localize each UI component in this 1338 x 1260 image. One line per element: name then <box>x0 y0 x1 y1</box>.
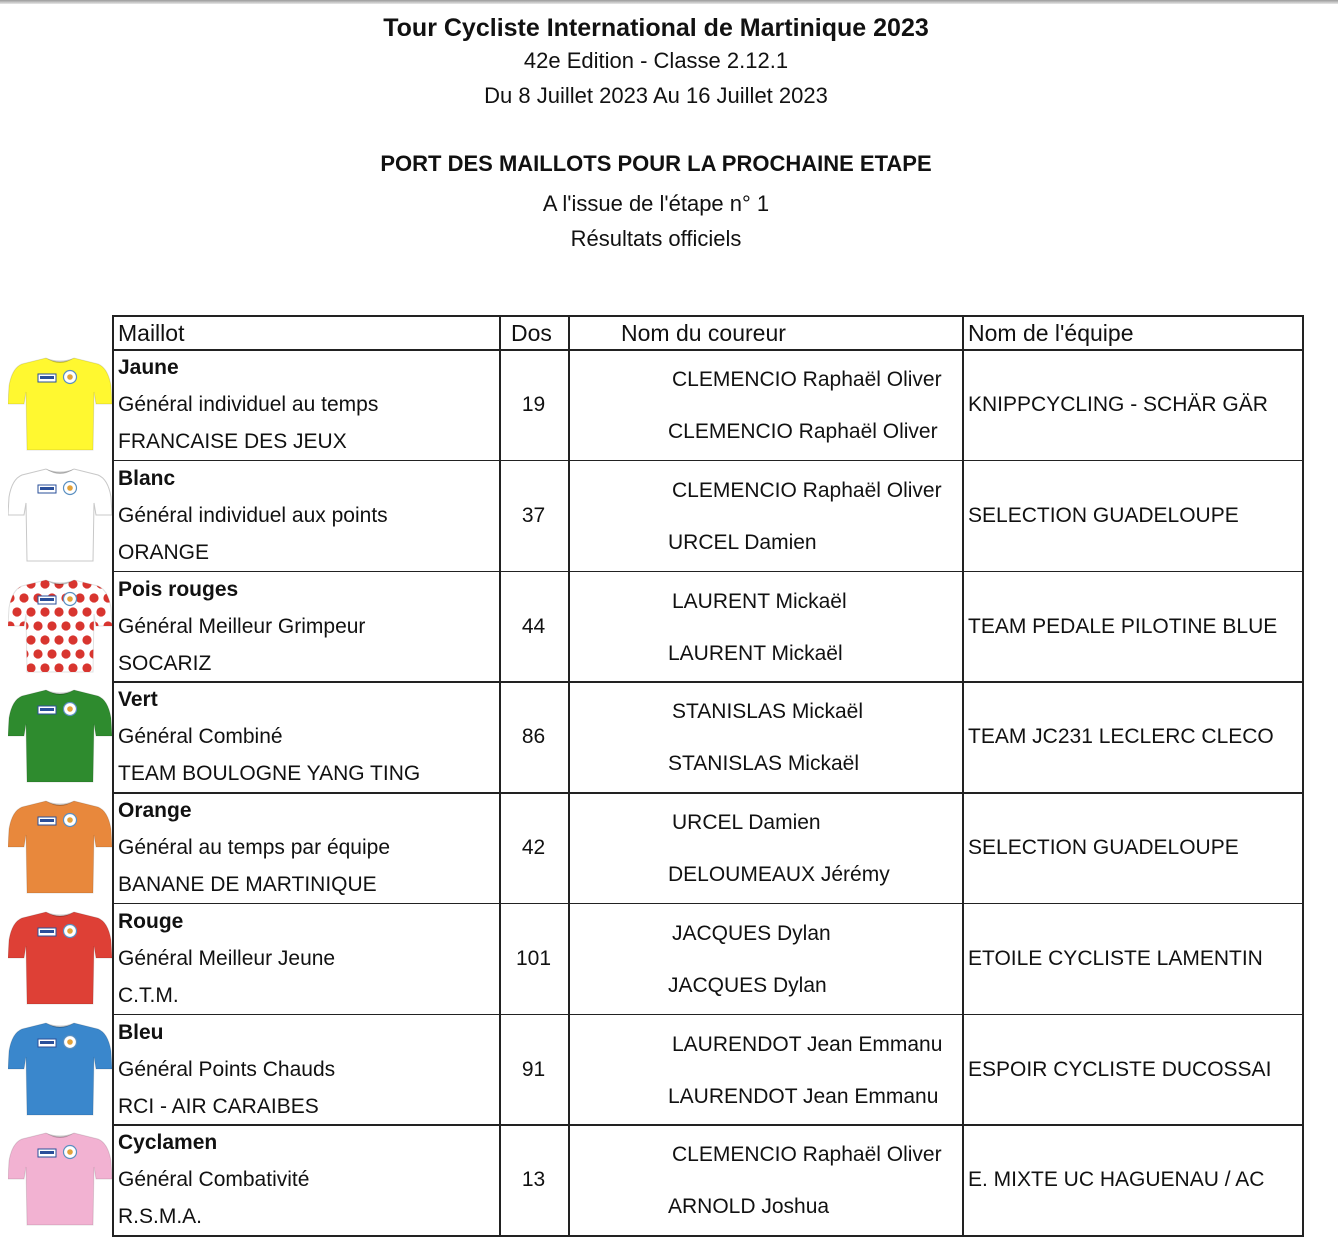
dos-number: 91 <box>521 1057 546 1081</box>
sponsor-label: RCI - AIR CARAIBES <box>118 1094 319 1118</box>
row-rule <box>112 1124 1304 1126</box>
classification-label: Général Combativité <box>118 1168 310 1192</box>
team-name: ESPOIR CYCLISTE DUCOSSAI <box>968 1057 1272 1081</box>
table-top-rule <box>112 315 1304 317</box>
jersey-name: Rouge <box>118 909 184 933</box>
team-name: SELECTION GUADELOUPE <box>968 503 1239 527</box>
jersey-icon <box>8 463 112 563</box>
sponsor-label: R.S.M.A. <box>118 1205 203 1229</box>
sponsor-label: BANANE DE MARTINIQUE <box>118 873 377 896</box>
jersey-name: Bleu <box>118 1020 164 1044</box>
classification-label: Général individuel au temps <box>118 393 379 416</box>
header-nom-coureur: Nom du coureur <box>621 320 786 346</box>
sponsor-label: ORANGE <box>118 540 210 564</box>
jersey-icon <box>8 1017 112 1117</box>
column-rule <box>112 315 114 1235</box>
rider-name-primary: STANISLAS Mickaël <box>672 700 863 724</box>
dates-line: Du 8 Juillet 2023 Au 16 Juillet 2023 <box>484 83 828 108</box>
section-heading: PORT DES MAILLOTS POUR LA PROCHAINE ETAPE <box>380 151 932 176</box>
jersey-name: Cyclamen <box>118 1131 218 1155</box>
classification-label: Général Meilleur Grimpeur <box>118 614 366 638</box>
dos-number: 13 <box>521 1168 546 1192</box>
team-name: E. MIXTE UC HAGUENAU / AC <box>968 1168 1265 1192</box>
classification-label: Général Combiné <box>118 725 283 749</box>
team-name: TEAM PEDALE PILOTINE BLUE <box>968 614 1278 638</box>
dos-number: 101 <box>515 946 552 970</box>
jersey-icon <box>8 352 112 452</box>
rider-name-primary: CLEMENCIO Raphaël Oliver <box>672 368 942 391</box>
results-status: Résultats officiels <box>570 226 742 251</box>
classification-label: Général au temps par équipe <box>118 836 391 859</box>
rider-name-secondary: CLEMENCIO Raphaël Oliver <box>668 420 938 443</box>
dos-number: 37 <box>521 503 546 527</box>
dos-number: 44 <box>521 614 546 638</box>
row-rule <box>112 349 1304 351</box>
rider-name-primary: URCEL Damien <box>672 811 821 834</box>
rider-name-primary: LAURENDOT Jean Emmanu <box>672 1032 943 1056</box>
row-rule <box>112 681 1304 683</box>
column-rule <box>962 315 964 1235</box>
jersey-icon <box>8 684 112 784</box>
jersey-icon <box>8 906 112 1006</box>
rider-name-secondary: LAURENDOT Jean Emmanu <box>668 1084 939 1108</box>
sponsor-label: C.T.M. <box>118 983 179 1007</box>
window-top-edge <box>0 0 1338 4</box>
classification-label: Général individuel aux points <box>118 503 388 527</box>
header-dos: Dos <box>511 320 552 346</box>
jersey-name: Vert <box>118 688 158 712</box>
rider-name-primary: LAURENT Mickaël <box>672 589 847 613</box>
column-rule <box>1302 315 1304 1235</box>
jersey-name: Orange <box>118 799 192 822</box>
rider-name-secondary: JACQUES Dylan <box>668 973 827 997</box>
jersey-icon <box>8 1127 112 1227</box>
sponsor-label: SOCARIZ <box>118 651 212 675</box>
stage-info: A l'issue de l'étape n° 1 <box>542 191 770 216</box>
dos-number: 86 <box>521 725 546 749</box>
dos-number: 19 <box>521 393 546 416</box>
row-rule <box>112 1235 1304 1237</box>
classification-label: Général Points Chauds <box>118 1057 336 1081</box>
document-title: Tour Cycliste International de Martinique 2023 <box>383 14 929 42</box>
rider-name-secondary: ARNOLD Joshua <box>668 1195 830 1219</box>
header-nom-equipe: Nom de l'équipe <box>968 320 1134 346</box>
classification-label: Général Meilleur Jeune <box>118 946 336 970</box>
rider-name-primary: CLEMENCIO Raphaël Oliver <box>672 478 942 502</box>
team-name: TEAM JC231 LECLERC CLECO <box>968 725 1274 749</box>
rider-name-secondary: LAURENT Mickaël <box>668 641 843 665</box>
column-rule <box>568 315 570 1235</box>
row-rule <box>112 460 1304 462</box>
sponsor-label: TEAM BOULOGNE YANG TING <box>118 762 421 786</box>
row-rule <box>112 792 1304 794</box>
team-name: SELECTION GUADELOUPE <box>968 836 1239 859</box>
jersey-icon <box>8 574 112 674</box>
jersey-name: Jaune <box>118 356 179 379</box>
header-maillot: Maillot <box>118 320 185 346</box>
jersey-name: Blanc <box>118 466 176 490</box>
row-rule <box>112 571 1304 573</box>
rider-name-secondary: DELOUMEAUX Jérémy <box>668 863 890 886</box>
sponsor-label: FRANCAISE DES JEUX <box>118 430 347 453</box>
jersey-name: Pois rouges <box>118 577 239 601</box>
team-name: KNIPPCYCLING - SCHÄR GÄR <box>968 393 1268 416</box>
rider-name-primary: CLEMENCIO Raphaël Oliver <box>672 1143 942 1167</box>
rider-name-primary: JACQUES Dylan <box>672 921 831 945</box>
rider-name-secondary: URCEL Damien <box>668 530 817 554</box>
row-rule <box>112 1014 1304 1016</box>
dos-number: 42 <box>521 836 546 859</box>
rider-name-secondary: STANISLAS Mickaël <box>668 752 859 776</box>
jersey-icon <box>8 795 112 895</box>
column-rule <box>499 315 501 1235</box>
row-rule <box>112 903 1304 905</box>
edition-line: 42e Edition - Classe 2.12.1 <box>523 48 789 73</box>
team-name: ETOILE CYCLISTE LAMENTIN <box>968 946 1263 970</box>
